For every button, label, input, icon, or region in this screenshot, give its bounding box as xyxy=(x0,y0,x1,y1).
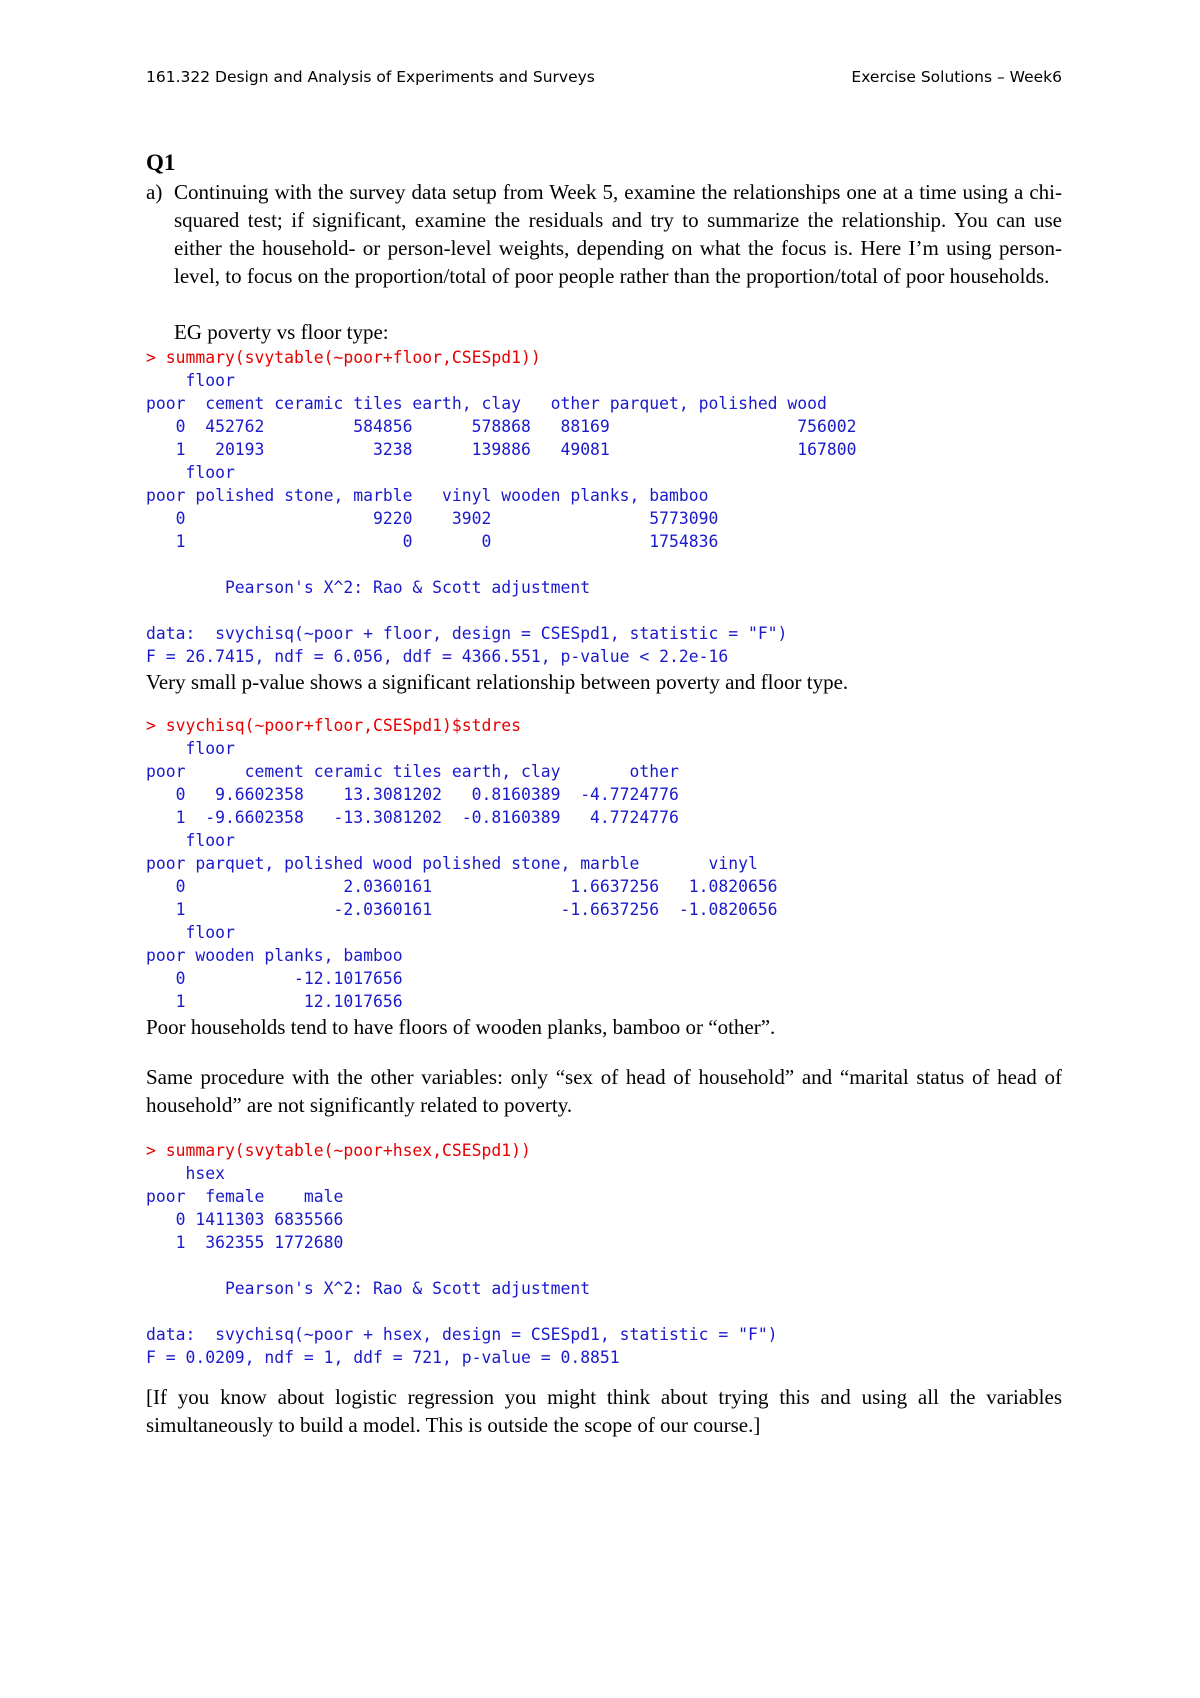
closing-note: [If you know about logistic regression you might think about trying this and using all the variables simultaneously to build a model. This is outside the scope of our course.] xyxy=(146,1385,1062,1437)
part-a-content xyxy=(174,178,1062,346)
r-output-stdres: floor poor cement ceramic tiles earth, clay other 0 9.6602358 13.3081202 0.8160389 -4.7724776 1 -9.6602358 -13.3081202 -0.8160389 4.7724776 floor poor parquet, polished wood polished stone, marble vinyl 0 2.0360161 1.6637256 1.0820656 1 -2.0360161 -1.6637256 -1.0820656 floor poor wooden planks, bamboo 0 -12.1017656 1 12.1017656 xyxy=(146,739,778,1011)
question-title: Q1 xyxy=(146,150,176,175)
procedure-note: Same procedure with the other variables: only “sex of head of household” and “marital status of head of household” are not significantly related to poverty. xyxy=(146,1065,1062,1117)
r-output-hsex-table: hsex poor female male 0 1411303 6835566 1 362355 1772680 Pearson's X^2: Rao & Scott adjustment data: svychisq(~poor + hsex, design = CSESpd1, statistic = "F") F = 0.0209, ndf = 1, ddf = 721, p-value = 0.8851 xyxy=(146,1164,778,1367)
residuals-summary-note: Poor households tend to have floors of wooden planks, bamboo or “other”. xyxy=(146,1015,776,1039)
r-command-stdres: > svychisq(~poor+floor,CSESpd1)$stdres xyxy=(146,716,521,735)
course-title: 161.322 Design and Analysis of Experiments and Surveys xyxy=(146,68,595,86)
page-header xyxy=(146,68,1062,92)
floor-significance-note: Very small p-value shows a significant relationship between poverty and floor type. xyxy=(146,670,849,694)
question-intro: Continuing with the survey data setup from Week 5, examine the relationships one at a time using a chi-squared test; if significant, examine the residuals and try to summarize the relationship. You can use either the household- or person-level weights, depending on what the focus is. Here I’m using person-level, to focus on the proportion/total of poor people rather than the proportion/total of poor households. xyxy=(174,180,1062,288)
example-label: EG poverty vs floor type: xyxy=(174,320,389,344)
document-body xyxy=(146,140,1062,1439)
document-subtitle: Exercise Solutions – Week6 xyxy=(851,68,1062,86)
part-label: a) xyxy=(146,180,163,204)
question-part-a xyxy=(146,178,1062,346)
r-output-floor-table: floor poor cement ceramic tiles earth, clay other parquet, polished wood 0 452762 584856 578868 88169 756002 1 20193 3238 139886 49081 167800 floor poor polished stone, marble vinyl wooden planks, bamboo 0 9220 3902 5773090 1 0 0 1754836 Pearson's X^2: Rao & Scott adjustment data: svychisq(~poor + floor, design = CSESpd1, statistic = "F") F = 26.7415, ndf = 6.056, ddf = 4366.551, p-value < 2.2e-16 xyxy=(146,371,857,666)
r-command-hsex-table: > summary(svytable(~poor+hsex,CSESpd1)) xyxy=(146,1141,531,1160)
r-command-floor-table: > summary(svytable(~poor+floor,CSESpd1)) xyxy=(146,348,541,367)
